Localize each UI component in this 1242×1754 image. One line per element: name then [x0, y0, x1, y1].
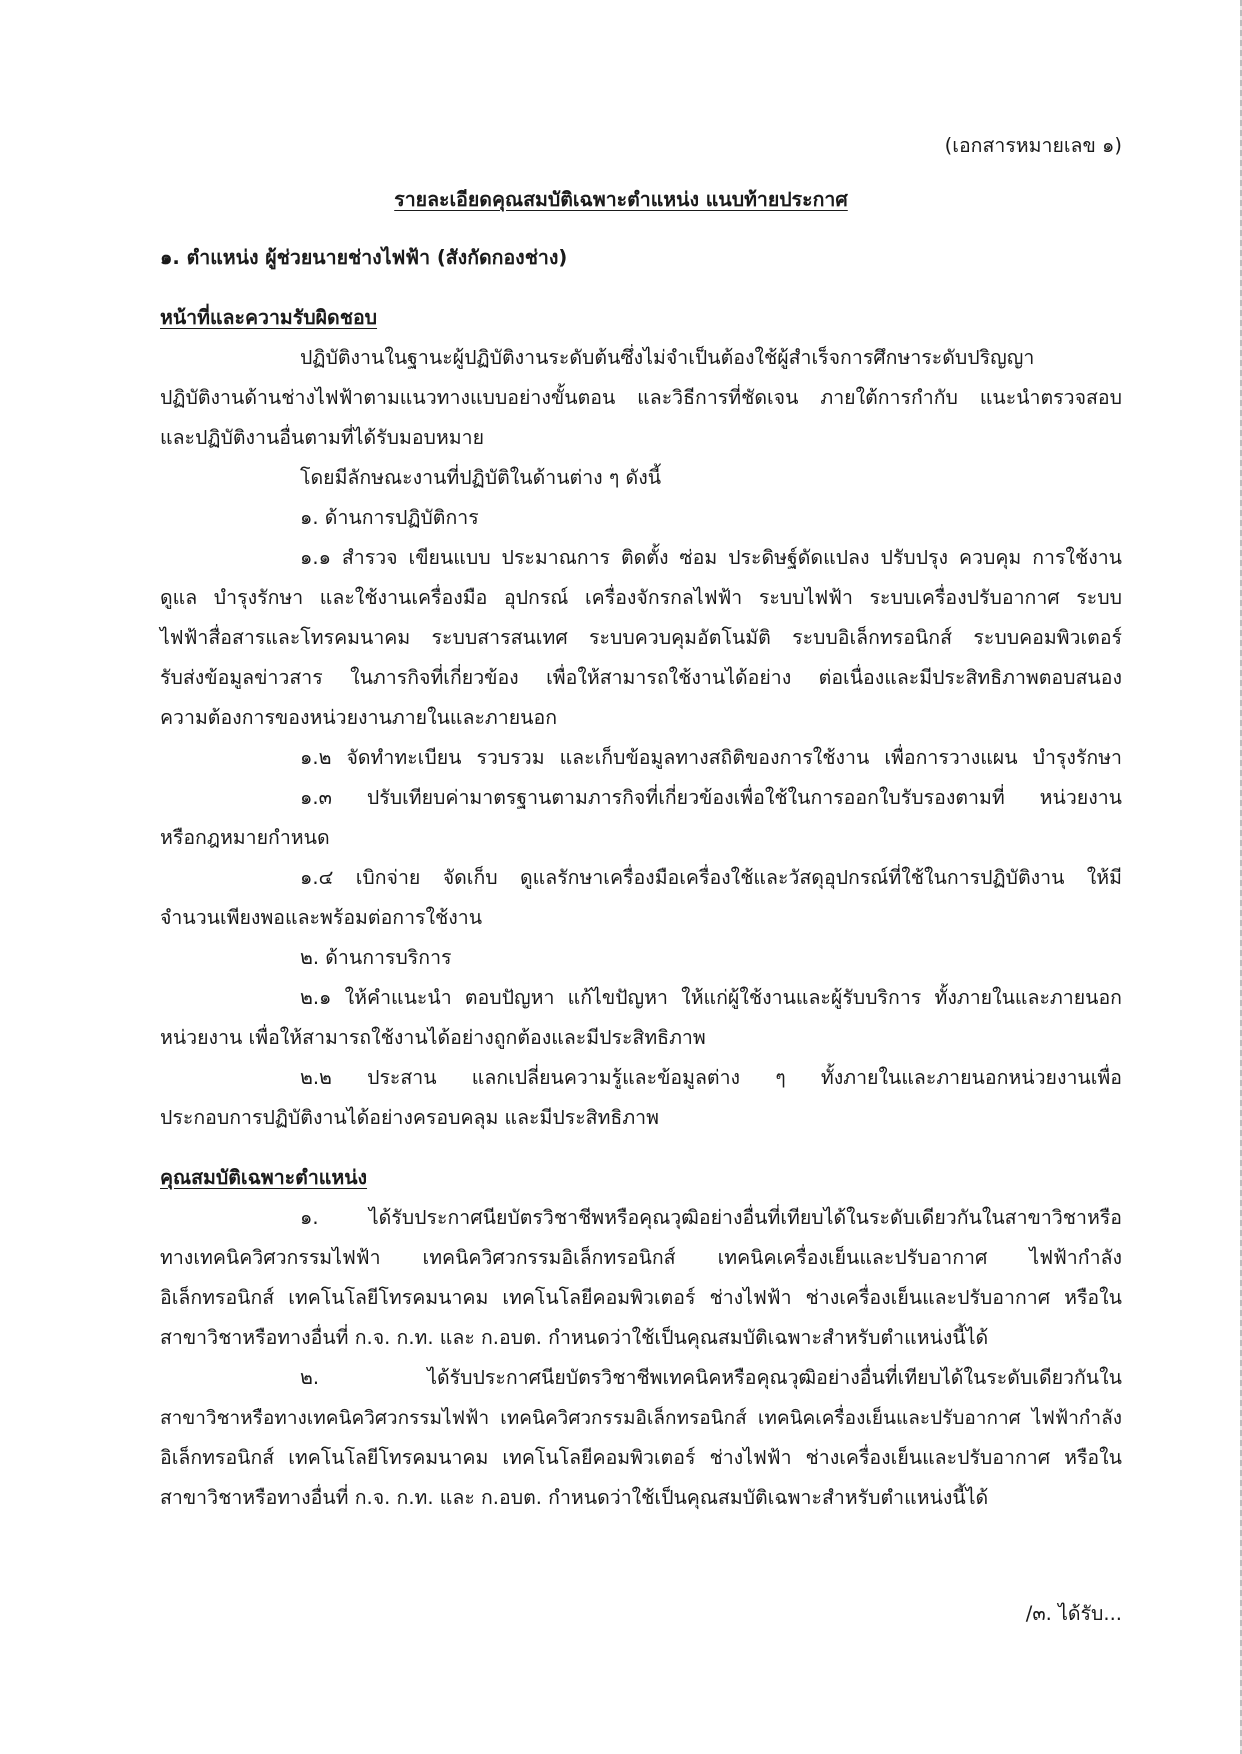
item-2-2-line: ประกอบการปฏิบัติงานได้อย่างครอบคลุม และมีประสิทธิภาพ — [160, 1106, 659, 1129]
duties-intro-line: และปฏิบัติงานอื่นตามที่ได้รับมอบหมาย — [160, 426, 485, 449]
duties-heading: หน้าที่และความรับผิดชอบ — [160, 306, 378, 329]
section-2-title: ๒. ด้านการบริการ — [300, 946, 452, 969]
document-number: (เอกสารหมายเลข ๑) — [944, 134, 1122, 157]
document-title: รายละเอียดคุณสมบัติเฉพาะตำแหน่ง แนบท้ายประกาศ — [394, 188, 848, 211]
item-1-1-line: รับส่งข้อมูลข่าวสาร ในภารกิจที่เกี่ยวข้อง เพื่อให้สามารถใช้งานได้อย่าง ต่อเนื่องและมีประสิทธิภาพตอบสนอง — [160, 666, 1122, 689]
duties-lead: โดยมีลักษณะงานที่ปฏิบัติในด้านต่าง ๆ ดังนี้ — [300, 466, 662, 489]
page-continuation: /๓. ได้รับ... — [1025, 1602, 1122, 1625]
item-1-3-line: หรือกฎหมายกำหนด — [160, 826, 330, 849]
duties-intro-line: ปฏิบัติงานในฐานะผู้ปฏิบัติงานระดับต้นซึ่งไม่จำเป็นต้องใช้ผู้สำเร็จการศึกษาระดับปริญญา — [300, 346, 1035, 369]
qualification-1-line: ๑. ได้รับประกาศนียบัตรวิชาชีพหรือคุณวุฒิอย่างอื่นที่เทียบได้ในระดับเดียวกันในสาขาวิชาหรือ — [300, 1206, 1122, 1229]
qualification-2-line: สาขาวิชาหรือทางอื่นที่ ก.จ. ก.ท. และ ก.อบต. กำหนดว่าใช้เป็นคุณสมบัติเฉพาะสำหรับตำแหน่งนี้ได้ — [160, 1486, 989, 1509]
item-1-1-line: ไฟฟ้าสื่อสารและโทรคมนาคม ระบบสารสนเทศ ระบบควบคุมอัตโนมัติ ระบบอิเล็กทรอนิกส์ ระบบคอมพิวเตอร์ — [160, 626, 1122, 649]
qualification-2-line: สาขาวิชาหรือทางเทคนิควิศวกรรมไฟฟ้า เทคนิควิศวกรรมอิเล็กทรอนิกส์ เทคนิคเครื่องเย็นและปรับอากาศ ไฟฟ้ากำลัง — [160, 1407, 1122, 1429]
qualification-2-line: อิเล็กทรอนิกส์ เทคโนโลยีโทรคมนาคม เทคโนโลยีคอมพิวเตอร์ ช่างไฟฟ้า ช่างเครื่องเย็นและปรับอากาศ หรือใน — [160, 1446, 1122, 1469]
item-1-1-line: ดูแล บำรุงรักษา และใช้งานเครื่องมือ อุปกรณ์ เครื่องจักรกลไฟฟ้า ระบบไฟฟ้า ระบบเครื่องปรับอากาศ ระบบ — [160, 586, 1122, 609]
qualification-1-line: อิเล็กทรอนิกส์ เทคโนโลยีโทรคมนาคม เทคโนโลยีคอมพิวเตอร์ ช่างไฟฟ้า ช่างเครื่องเย็นและปรับอากาศ หรือใน — [160, 1286, 1122, 1309]
item-2-1-line: ๒.๑ ให้คำแนะนำ ตอบปัญหา แก้ไขปัญหา ให้แก่ผู้ใช้งานและผู้รับบริการ ทั้งภายในและภายนอก — [300, 986, 1122, 1009]
qualification-1-line: สาขาวิชาหรือทางอื่นที่ ก.จ. ก.ท. และ ก.อบต. กำหนดว่าใช้เป็นคุณสมบัติเฉพาะสำหรับตำแหน่งนี้ได้ — [160, 1326, 989, 1349]
item-2-2-line: ๒.๒ ประสาน แลกเปลี่ยนความรู้และข้อมูลต่าง ๆ ทั้งภายในและภายนอกหน่วยงานเพื่อ — [300, 1066, 1122, 1089]
item-1-4-line: ๑.๔ เบิกจ่าย จัดเก็บ ดูแลรักษาเครื่องมือเครื่องใช้และวัสดุอุปกรณ์ที่ใช้ในการปฏิบัติงาน ให้มี — [300, 866, 1122, 889]
item-1-1-line: ความต้องการของหน่วยงานภายในและภายนอก — [160, 706, 557, 729]
qualification-2-line: ๒. ได้รับประกาศนียบัตรวิชาชีพเทคนิคหรือคุณวุฒิอย่างอื่นที่เทียบได้ในระดับเดียวกันใน — [300, 1366, 1122, 1389]
item-1-2: ๑.๒ จัดทำทะเบียน รวบรวม และเก็บข้อมูลทางสถิติของการใช้งาน เพื่อการวางแผน บำรุงรักษา — [300, 746, 1122, 769]
item-2-1-line: หน่วยงาน เพื่อให้สามารถใช้งานได้อย่างถูกต้องและมีประสิทธิภาพ — [160, 1026, 706, 1049]
duties-intro-line: ปฏิบัติงานด้านช่างไฟฟ้าตามแนวทางแบบอย่างขั้นตอน และวิธีการที่ชัดเจน ภายใต้การกำกับ แนะนำตรวจสอบ — [160, 386, 1122, 409]
item-1-1-line: ๑.๑ สำรวจ เขียนแบบ ประมาณการ ติดตั้ง ซ่อม ประดิษฐ์ดัดแปลง ปรับปรุง ควบคุม การใช้งาน — [300, 546, 1122, 569]
item-1-3-line: ๑.๓ ปรับเทียบค่ามาตรฐานตามภารกิจที่เกี่ยวข้องเพื่อใช้ในการออกใบรับรองตามที่ หน่วยงาน — [300, 786, 1122, 809]
position-heading: ๑. ตำแหน่ง ผู้ช่วยนายช่างไฟฟ้า (สังกัดกองช่าง) — [160, 246, 568, 269]
section-1-title: ๑. ด้านการปฏิบัติการ — [300, 506, 479, 529]
qualification-1-line: ทางเทคนิควิศวกรรมไฟฟ้า เทคนิควิศวกรรมอิเล็กทรอนิกส์ เทคนิคเครื่องเย็นและปรับอากาศ ไฟฟ้ากำลัง — [160, 1246, 1122, 1269]
qualifications-heading: คุณสมบัติเฉพาะตำแหน่ง — [160, 1166, 368, 1189]
item-1-4-line: จำนวนเพียงพอและพร้อมต่อการใช้งาน — [160, 906, 483, 929]
